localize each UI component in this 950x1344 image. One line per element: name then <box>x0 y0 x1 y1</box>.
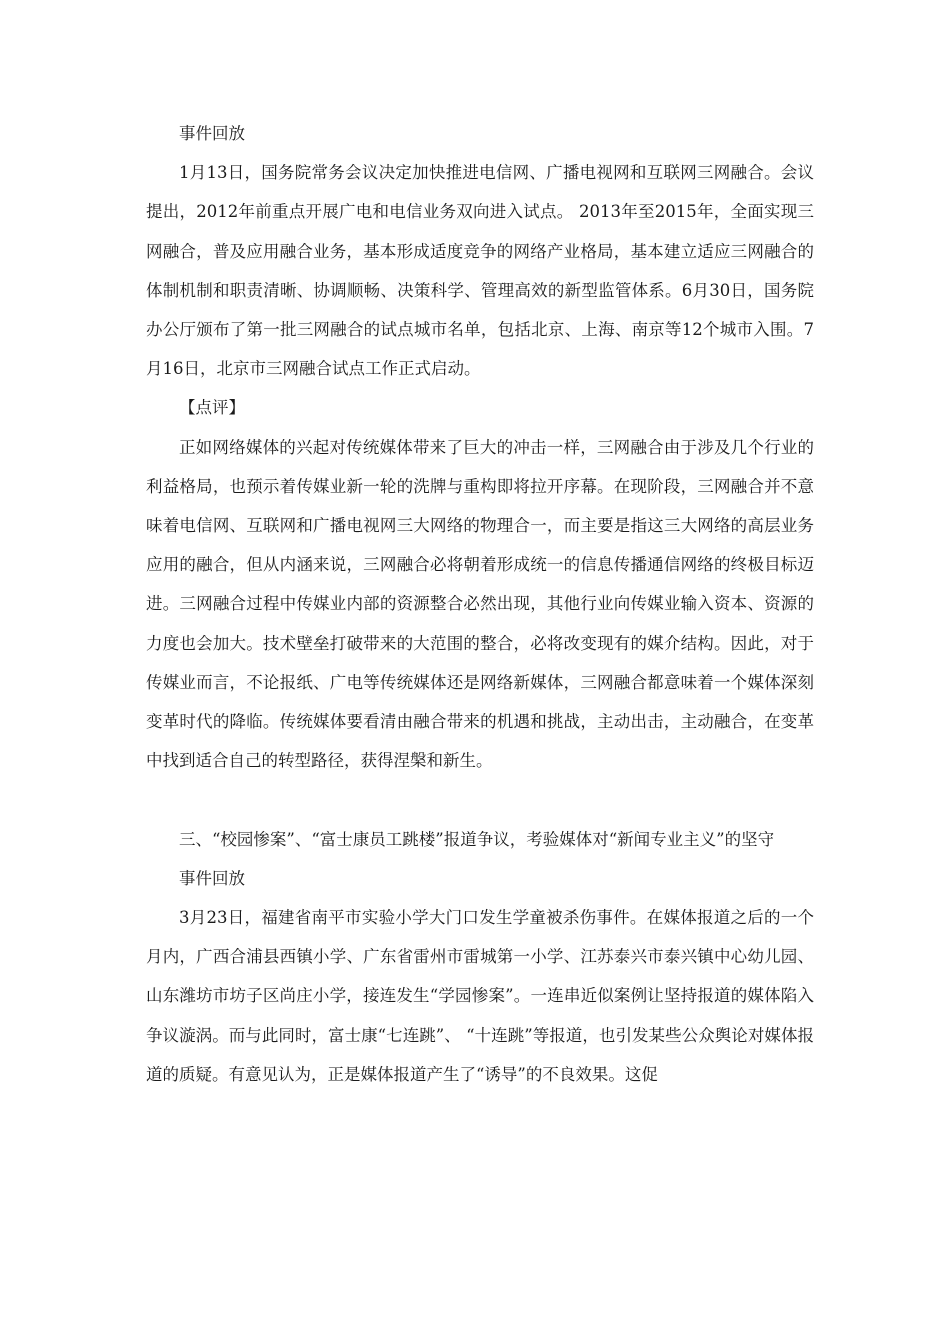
section-spacer <box>146 780 814 819</box>
document-body <box>146 114 814 1094</box>
section2-title: 三、“校园惨案”、“富士康员工跳楼”报道争议，考验媒体对“新闻专业主义”的坚守 <box>179 829 775 849</box>
section1-event-heading: 事件回放 <box>179 124 245 143</box>
section1-event-paragraph: 1月13日，国务院常务会议决定加快推进电信网、广播电视网和互联网三网融合。会议提出，2012年前重点开展广电和电信业务双向进入试点。 2013年至2015年，全面实现三网融合，普及应用融合业务，基本形成适度竞争的网络产业格局，基本建立适应三网融合的体制机制和职责清晰、协调顺畅、决策科学、管理高效的新型监管体系。6月30日，国务院办公厅颁布了第一批三网融合的试点城市名单，包括北京、上海、南京等12个城市入围。7月16日，北京市三网融合试点工作正式启动。 <box>146 163 814 379</box>
section2-event-paragraph: 3月23日，福建省南平市实验小学大门口发生学童被杀伤事件。在媒体报道之后的一个月内，广西合浦县西镇小学、广东省雷州市雷城第一小学、江苏泰兴市泰兴镇中心幼儿园、山东潍坊市坊子区尚庄小学，接连发生“学园惨案”。一连串近似案例让坚持报道的媒体陷入争议漩涡。而与此同时，富士康“七连跳”、 “十连跳”等报道，也引发某些公众舆论对媒体报道的质疑。有意见认为，正是媒体报道产生了“诱导”的不良效果。这促 <box>146 908 814 1084</box>
section2-event-heading: 事件回放 <box>179 868 245 888</box>
section1-comment-paragraph: 正如网络媒体的兴起对传统媒体带来了巨大的冲击一样，三网融合由于涉及几个行业的利益格局，也预示着传媒业新一轮的洗牌与重构即将拉开序幕。在现阶段，三网融合并不意味着电信网、互联网和广播电视网三大网络的物理合一，而主要是指这三大网络的高层业务应用的融合，但从内涵来说，三网融合必将朝着形成统一的信息传播通信网络的终极目标迈进。三网融合过程中传媒业内部的资源整合必然出现，其他行业向传媒业输入资本、资源的力度也会加大。技术壁垒打破带来的大范围的整合，必将改变现有的媒介结构。因此，对于传媒业而言，不论报纸、广电等传统媒体还是网络新媒体，三网融合都意味着一个媒体深刻变革时代的降临。传统媒体要看清由融合带来的机遇和挑战，主动出击，主动融合，在变革中找到适合自己的转型路径，获得涅槃和新生。 <box>146 437 814 771</box>
section1-comment-heading: 【点评】 <box>179 398 245 418</box>
